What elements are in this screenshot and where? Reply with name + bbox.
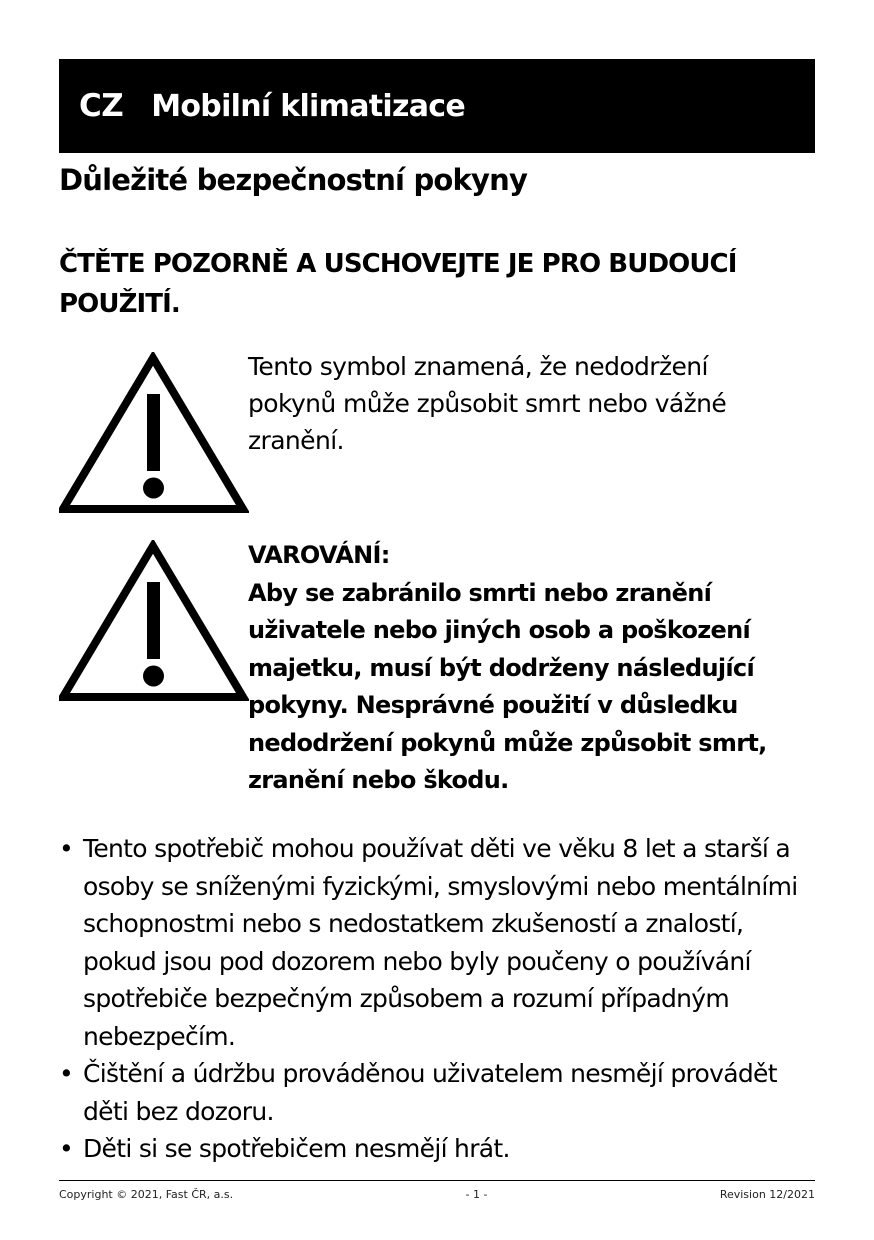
page-footer (59, 1188, 815, 1201)
bullet-icon: • (59, 1059, 74, 1088)
read-carefully-notice: ČTĚTE POZORNĚ A USCHOVEJTE JE PRO BUDOUCÍ POUŽITÍ. (59, 249, 737, 319)
warning-triangle-icon (59, 352, 249, 514)
list-item-text: Tento spotřebič mohou používat děti ve věku 8 let a starší a osoby se sníženými fyzickými, smyslovými nebo mentálními schopnostmi nebo s nedostatkem zkušeností a znalostí, pokud jsou pod dozorem nebo byly poučeny o používání spotřebiče bezpečným způsobem a rozumí případným nebezpečím. (83, 834, 798, 1051)
symbol-explanation: Tento symbol znamená, že nedodržení pokynů může způsobit smrt nebo vážné zranění. (248, 352, 727, 455)
list-item (59, 1055, 819, 1130)
list-item (59, 1130, 819, 1168)
list-item-text: Děti si se spotřebičem nesmějí hrát. (83, 1134, 510, 1163)
footer-divider (59, 1180, 815, 1181)
footer-copyright: Copyright © 2021, Fast ČR, a.s. (59, 1188, 234, 1201)
footer-revision: Revision 12/2021 (719, 1188, 815, 1201)
document-title: Mobilní klimatizace (151, 88, 466, 124)
list-item-text: Čištění a údržbu prováděnou uživatelem nesmějí provádět děti bez dozoru. (83, 1059, 777, 1126)
list-item (59, 830, 819, 1055)
bullet-icon: • (59, 834, 74, 863)
warning-triangle-icon (59, 540, 249, 702)
warning-body: Aby se zabránilo smrti nebo zranění uživatele nebo jiných osob a poškození majetku, musí být dodrženy následující pokyny. Nesprávné použití v důsledku nedodržení pokynů může způsobit smrt, zranění nebo škodu. (248, 578, 767, 794)
safety-bullet-list (59, 830, 819, 1168)
warning-heading: VAROVÁNÍ: (248, 541, 390, 569)
language-code: CZ (79, 88, 124, 124)
header-bar (59, 59, 815, 153)
footer-page-number: - 1 - (465, 1188, 488, 1201)
warning-block (248, 537, 808, 800)
section-title: Důležité bezpečnostní pokyny (59, 163, 528, 197)
bullet-icon: • (59, 1134, 74, 1163)
